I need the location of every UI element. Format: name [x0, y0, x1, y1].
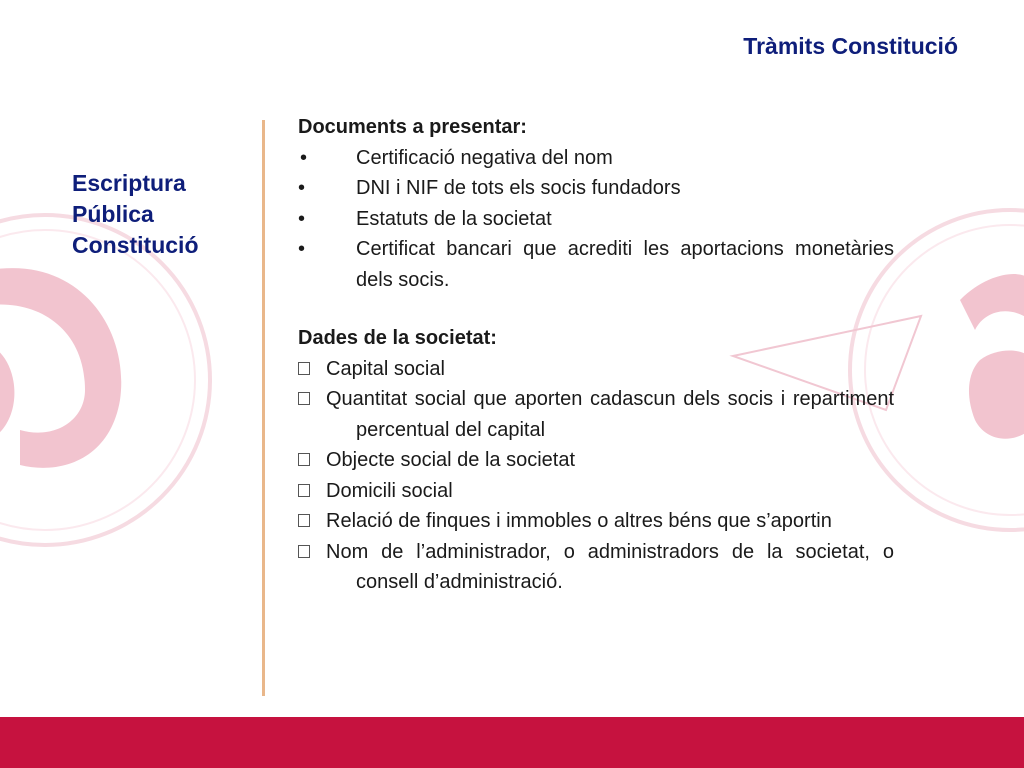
list-item-text: Certificat bancari que acrediti les aportacions monetàries dels socis. — [356, 238, 894, 291]
list-item — [298, 537, 894, 598]
list-item — [298, 173, 894, 204]
checkbox-square-icon — [298, 484, 310, 497]
list-item-text: Capital social — [326, 357, 445, 380]
list-item — [298, 476, 894, 507]
list-item — [298, 384, 894, 445]
list-item — [298, 234, 894, 295]
checkbox-square-icon — [298, 453, 310, 466]
footer-bar — [0, 717, 1024, 768]
list-item — [298, 506, 894, 537]
side-label-line: Escriptura — [72, 170, 186, 196]
list-item — [298, 204, 894, 235]
vertical-divider — [262, 120, 265, 696]
checkbox-square-icon — [298, 514, 310, 527]
company-data-heading: Dades de la societat: — [298, 327, 497, 349]
main-content — [298, 112, 894, 598]
list-item-text: Estatuts de la societat — [356, 207, 552, 230]
list-item-text: Domicili social — [326, 479, 453, 502]
list-item-text: DNI i NIF de tots els socis fundadors — [356, 177, 681, 199]
checkbox-square-icon — [298, 545, 310, 558]
list-item-text: Objecte social de la societat — [326, 449, 576, 471]
bullet: • — [298, 238, 306, 260]
list-item-text: Nom de l’administrador, o administradors de la societat, o consell d’administració. — [326, 540, 894, 593]
list-item-text: Certificació negativa del nom — [356, 146, 613, 169]
checkbox-square-icon — [298, 392, 310, 405]
documents-heading: Documents a presentar: — [298, 116, 527, 138]
list-item — [298, 354, 894, 385]
list-item-text: Quantitat social que aporten cadascun dels socis i repartiment percentual del capital — [326, 388, 894, 441]
list-item-text: Relació de finques i immobles o altres béns que s’aportin — [326, 510, 832, 532]
bullet: • — [298, 177, 306, 199]
bullet: • — [298, 207, 306, 230]
side-label-line: Pública — [72, 201, 154, 227]
side-label-line: Constitució — [72, 232, 199, 258]
list-item — [298, 143, 894, 174]
list-item — [298, 445, 894, 476]
bullet: • — [300, 146, 308, 169]
checkbox-square-icon — [298, 362, 310, 375]
slide-title: Tràmits Constitució — [743, 33, 958, 59]
side-label — [72, 168, 199, 261]
